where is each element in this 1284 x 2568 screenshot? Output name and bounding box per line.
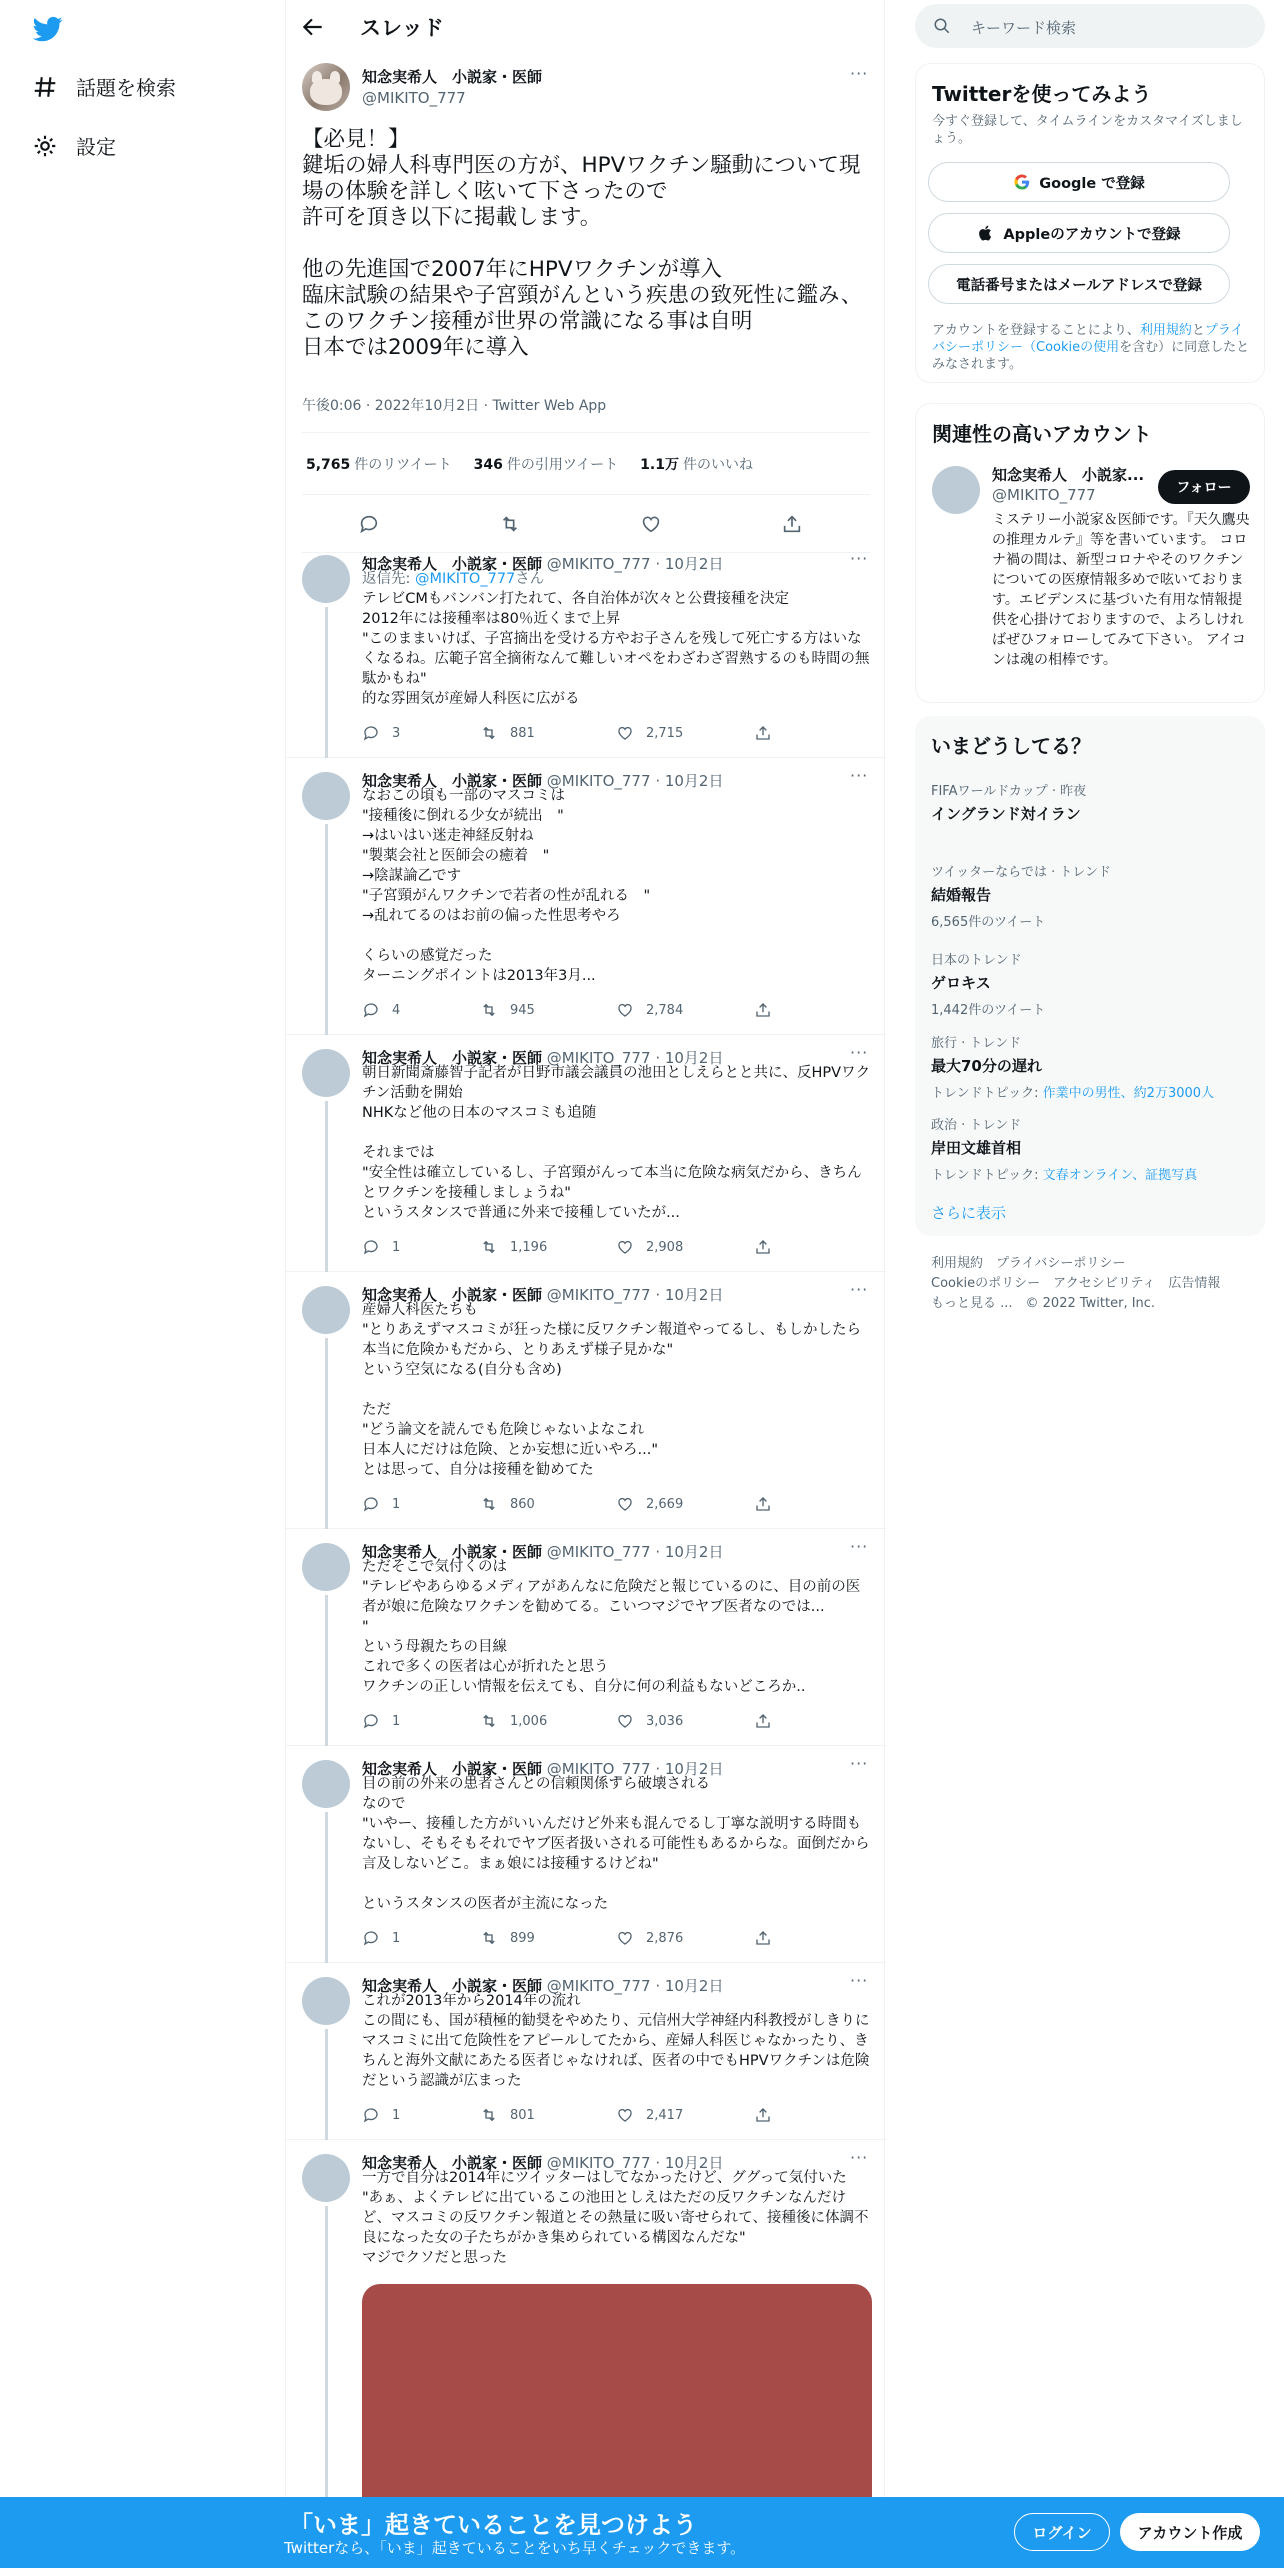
avatar[interactable] (302, 555, 350, 603)
thread-line (325, 607, 328, 758)
retweet-button[interactable]: 1,196 (480, 1238, 547, 1256)
more-options-icon[interactable]: ··· (850, 1971, 869, 1990)
gear-icon (32, 133, 58, 159)
tweet-date[interactable]: · 10月2日 (655, 555, 724, 573)
author-name[interactable]: 知念実希人 小説家・医師 (362, 1760, 543, 1778)
more-options-icon[interactable]: ··· (850, 2148, 869, 2167)
trend-item[interactable]: 旅行 · トレンド 最大70分の遅れ トレンドトピック: 作業中の男性、約2万3000人 (931, 1036, 1215, 1101)
retweet-icon (480, 1712, 498, 1730)
nav-explore-label: 話題を検索 (76, 76, 176, 100)
retweet-icon (480, 1238, 498, 1256)
author-name[interactable]: 知念実希人 小説家・医師 (362, 772, 543, 790)
author-name[interactable]: 知念実希人 小説家・医師 (362, 555, 543, 573)
author-name[interactable]: 知念実希人 小説家・医師 (362, 1543, 543, 1561)
reply-tweet[interactable] (286, 541, 886, 758)
author-handle[interactable]: @MIKITO_777 (546, 1760, 651, 1778)
create-account-button[interactable]: アカウント作成 (1120, 2513, 1260, 2551)
terms-link[interactable]: 利用規約 (1139, 323, 1192, 338)
like-button[interactable]: 2,715 (616, 724, 683, 742)
avatar[interactable] (932, 466, 980, 514)
more-options-icon[interactable]: ··· (850, 1537, 869, 1556)
signup-subtitle: 今すぐ登録して、タイムラインをカスタマイズしましょう。 (932, 114, 1243, 146)
retweet-icon (480, 1001, 498, 1019)
reply-actions (362, 1929, 802, 1949)
privacy-link[interactable]: プライバシーポリシー（Cookieの使用 (932, 323, 1244, 355)
tweet-date[interactable]: · 10月2日 (655, 1286, 724, 1304)
twitter-logo-icon[interactable] (32, 14, 64, 44)
reply-tweet[interactable] (286, 1529, 886, 1746)
avatar[interactable] (302, 1286, 350, 1334)
tweet-date[interactable]: · 10月2日 (655, 1049, 724, 1067)
author-name[interactable]: 知念実希人 小説家・医師 (362, 1286, 543, 1304)
main-column (285, 0, 885, 2568)
like-button[interactable]: 3,036 (616, 1712, 683, 1730)
follow-button[interactable]: フォロー (1158, 470, 1250, 504)
like-button[interactable]: 2,669 (616, 1495, 683, 1513)
more-options-icon[interactable]: ··· (850, 766, 869, 785)
trend-item[interactable]: FIFAワールドカップ · 昨夜 イングランド対イラン (931, 784, 1087, 823)
reply-text: ただそこで気付くのは "テレビやあらゆるメディアがあんなに危険だと報じているのに、目の前の医者が娘に危険なワクチンを勧めてる。こいつマジでヤブ医者なのでは... " という母親たちの目線 これで多くの医者は心が折れたと思う ワクチンの正しい情報を伝えても、自分に何の利益もないどころか.. (362, 1559, 861, 1695)
signup-card (915, 63, 1265, 383)
reply-text: 目の前の外来の患者さんとの信頼関係すら破壊される なので "いやー、接種した方がいいんだけど外来も混んでるし丁寧な説明する時間もないし、そもそもそれでヤブ医者扱いされる可能性もあるからな。面倒だから言及しないどこ。まぁ娘には接種するけどね" というスタンスの医者が主流になった (362, 1776, 870, 1912)
retweet-icon (480, 1495, 498, 1513)
trends-card (915, 716, 1265, 1236)
reply-icon (362, 1929, 380, 1947)
more-options-icon[interactable]: ··· (850, 1280, 869, 1299)
reply-actions (362, 1001, 802, 1021)
reply-tweet[interactable] (286, 758, 886, 1035)
reply-icon (362, 1495, 380, 1513)
page-title: スレッド (360, 16, 444, 40)
related-accounts-card (915, 403, 1265, 703)
like-button[interactable]: 2,876 (616, 1929, 683, 1947)
like-icon (616, 724, 634, 742)
author-handle[interactable]: @MIKITO_777 (546, 555, 651, 573)
share-icon (754, 724, 772, 742)
thread-header (286, 0, 886, 53)
reply-tweet[interactable] (286, 1746, 886, 1963)
related-account-handle[interactable]: @MIKITO_777 (992, 486, 1096, 504)
reply-icon (362, 1238, 380, 1256)
share-button[interactable] (754, 1712, 772, 1730)
tweet-meta[interactable]: 午後0:06 · 2022年10月2日 · Twitter Web App (302, 398, 607, 414)
trend-item[interactable]: 政治 · トレンド 岸田文雄首相 トレンドトピック: 文春オンライン、証拠写真 (931, 1118, 1198, 1183)
retweet-button[interactable]: 881 (480, 724, 535, 742)
more-options-icon[interactable]: ··· (850, 1754, 869, 1773)
author-name[interactable]: 知念実希人 小説家・医師 (362, 1977, 543, 1995)
more-options-icon[interactable]: ··· (850, 549, 869, 568)
search-box[interactable] (915, 4, 1265, 48)
reply-tweet[interactable] (286, 1035, 886, 1272)
reply-icon (362, 2106, 380, 2124)
thread-line (325, 1812, 328, 1963)
signup-title: Twitterを使ってみよう (932, 82, 1152, 106)
share-icon (754, 2106, 772, 2124)
hashtag-icon (32, 74, 58, 100)
thread-line (325, 1595, 328, 1746)
reply-text: 朝日新聞斎藤智子記者が日野市議会議員の池田としえらとと共に、反HPVワクチン活動を開始 NHKなど他の日本のマスコミも追随 それまでは "安全性は確立しているし、子宮頸がんって本当に危険な病気だから、きちんとワクチンを接種しましょうね" というスタンスで普通に外来で接種していたが... (362, 1065, 871, 1221)
reply-to-link[interactable]: @MIKITO_777 (415, 571, 516, 587)
related-title: 関連性の高いアカウント (932, 422, 1152, 446)
reply-tweet[interactable] (286, 1963, 886, 2140)
like-button[interactable]: 2,908 (616, 1238, 683, 1256)
retweet-button[interactable]: 801 (480, 2106, 535, 2124)
reply-text: テレビCMもバンバン打たれて、各自治体が次々と公費接種を決定 2012年には接種率は80％近くまで上昇 "このままいけば、子宮摘出を受ける方やお子さんを残して死亡する方はいなくなるね。広範子宮全摘術なんて難しいオペをわざわざ習熟するのも時間の無駄かもね" 的な雰囲気が産婦人科医に広がる (362, 591, 870, 707)
main-tweet-text: 【必見！】 鍵垢の婦人科専門医の方が、HPVワクチン騒動について現場の体験を詳しく呟いて下さったので 許可を頂き以下に掲載します。 他の先進国で2007年にHPVワクチンが導入 臨床試験の結果や子宮頸がんという疾患の致死性に鑑み、このワクチン接種が世界の常識になる事は自明 日本では2009年に導入 (302, 127, 863, 360)
share-button[interactable] (754, 1929, 772, 1947)
reply-actions (362, 2106, 802, 2126)
search-input[interactable]: キーワード検索 (971, 19, 1077, 37)
reply-actions (362, 724, 802, 744)
share-button[interactable] (754, 724, 772, 742)
reply-button[interactable]: 1 (362, 2106, 400, 2124)
retweet-button[interactable]: 945 (480, 1001, 535, 1019)
share-icon[interactable] (781, 513, 803, 535)
like-button[interactable]: 2,784 (616, 1001, 683, 1019)
like-icon (616, 1001, 634, 1019)
nav-settings[interactable] (32, 131, 116, 160)
reply-icon[interactable] (358, 513, 380, 535)
reply-to-line: 返信先: @MIKITO_777さん (362, 571, 545, 587)
reply-button[interactable]: 1 (362, 1712, 400, 1730)
author-handle[interactable]: @MIKITO_777 (546, 1286, 651, 1304)
retweet-icon[interactable] (499, 513, 521, 535)
reply-button[interactable]: 4 (362, 1001, 400, 1019)
tweet-date[interactable]: · 10月2日 (655, 2154, 724, 2172)
avatar[interactable] (302, 2154, 350, 2202)
author-handle[interactable]: @MIKITO_777 (546, 2154, 651, 2172)
author-handle[interactable]: @MIKITO_777 (546, 1977, 651, 1995)
reply-button[interactable]: 3 (362, 724, 400, 742)
more-options-icon[interactable]: ··· (850, 64, 869, 83)
like-icon (616, 2106, 634, 2124)
reply-text: 一方で自分は2014年にツイッターはしてなかったけど、ググって気付いた "あぁ、よくテレビに出ているこの池田としえはただの反ワクチンなんだけど、マスコミの反ワクチン報道とその熱量に吸い寄せられて、接種後に体調不良になった女の子たちがかき集められている構図なんだな" マジでクソだと思った (362, 2170, 869, 2266)
share-icon (754, 1001, 772, 1019)
trend-item[interactable]: 日本のトレンド ゲロキス 1,442件のツイート (931, 953, 1046, 1018)
reply-icon (362, 1001, 380, 1019)
quote-stat[interactable]: 346 件の引用ツイート (473, 456, 619, 473)
apple-signup-button[interactable]: Appleのアカウントで登録 (928, 213, 1230, 253)
footer-line[interactable]: もっと見る ... © 2022 Twitter, Inc. (931, 1296, 1156, 1311)
share-icon (754, 1929, 772, 1947)
google-icon (1013, 173, 1031, 191)
reply-text: 産婦人科医たちも "とりあえずマスコミが狂った様に反ワクチン報道やってるし、もしかしたら本当に危険かもだから、とりあえず様子見かな" という空気になる(自分も含め) ただ "どう論文を読んでも危険じゃないよなこれ 日本人にだけは危険、とか妄想に近いやろ..." とは思って、自分は接種を勧めてた (362, 1302, 861, 1478)
share-icon (754, 1495, 772, 1513)
reply-actions (362, 1238, 802, 1258)
back-arrow-icon[interactable] (300, 14, 326, 40)
author-name[interactable]: 知念実希人 小説家・医師 (362, 68, 543, 86)
share-icon (754, 1712, 772, 1730)
search-icon (933, 17, 951, 35)
retweet-button[interactable]: 1,006 (480, 1712, 547, 1730)
apple-icon (977, 224, 995, 242)
reply-text: これが2013年から2014年の流れ この間にも、国が積極的勧奨をやめたり、元信州大学神経内科教授がしきりにマスコミに出て危険性をアピールしてたから、産婦人科医じゃなかったり、きちんと海外文献にあたる医者じゃなければ、医者の中でもHPVワクチンは危険だという認識が広まった (362, 1993, 870, 2089)
thread-line (325, 1101, 328, 1272)
left-nav (0, 0, 285, 2568)
bottom-bar-title: 「いま」起きていることを見つけよう (289, 2511, 697, 2539)
show-more-link[interactable]: さらに表示 (931, 1204, 1007, 1222)
avatar[interactable] (302, 772, 350, 820)
reply-button[interactable]: 1 (362, 1929, 400, 1947)
avatar[interactable] (302, 63, 350, 111)
avatar[interactable] (302, 1543, 350, 1591)
terms-text: アカウントを登録することにより、利用規約とプライバシーポリシー（Cookieの使用を含む）に同意したとみなされます。 (932, 323, 1250, 372)
avatar[interactable] (302, 1977, 350, 2025)
thread-line (325, 2029, 328, 2140)
tweet-date[interactable]: · 10月2日 (655, 1977, 724, 1995)
share-button[interactable] (754, 1238, 772, 1256)
author-name[interactable]: 知念実希人 小説家・医師 (362, 2154, 543, 2172)
like-icon (616, 1712, 634, 1730)
footer-line[interactable]: Cookieのポリシー アクセシビリティ 広告情報 (931, 1276, 1221, 1291)
reply-actions (362, 1495, 802, 1515)
reply-text: なおこの頃も一部のマスコミは "接種後に倒れる少女が続出 " →はいはい迷走神経反射ね "製薬会社と医師会の癒着 " →陰謀論乙です "子宮頸がんワクチンで若者の性が乱れる " →乱れてるのはお前の偏った性思考やろ くらいの感覚だった ターニングポイントは2013年3月... (362, 788, 651, 984)
tweet-date[interactable]: · 10月2日 (655, 1543, 724, 1561)
bottom-signup-bar (0, 2497, 1284, 2568)
trends-title: いまどうしてる？ (931, 734, 1091, 758)
reply-actions (362, 1712, 802, 1732)
like-icon (616, 1929, 634, 1947)
author-handle[interactable]: @MIKITO_777 (546, 1049, 651, 1067)
author-name[interactable]: 知念実希人 小説家・医師 (362, 1049, 543, 1067)
like-stat[interactable]: 1.1万 件のいいね (640, 456, 753, 473)
phone-email-signup-button[interactable]: 電話番号またはメールアドレスで登録 (928, 264, 1230, 304)
nav-explore[interactable] (32, 72, 176, 101)
related-account-name[interactable]: 知念実希人 小説家... (992, 466, 1145, 484)
retweet-icon (480, 724, 498, 742)
share-button[interactable] (754, 1001, 772, 1019)
like-button[interactable]: 2,417 (616, 2106, 683, 2124)
retweet-icon (480, 1929, 498, 1947)
more-options-icon[interactable]: ··· (850, 1043, 869, 1062)
author-handle[interactable]: @MIKITO_777 (546, 1543, 651, 1561)
reply-icon (362, 1712, 380, 1730)
reply-button[interactable]: 1 (362, 1495, 400, 1513)
tweet-date[interactable]: · 10月2日 (655, 1760, 724, 1778)
login-button[interactable]: ログイン (1014, 2513, 1110, 2551)
thread-line (325, 824, 328, 1035)
like-icon (616, 1238, 634, 1256)
share-icon (754, 1238, 772, 1256)
retweet-button[interactable]: 860 (480, 1495, 535, 1513)
reply-tweet[interactable] (286, 1272, 886, 1529)
related-account-bio: ミステリー小説家＆医師です。『天久鷹央の推理カルテ』等を書いています。 コロナ禍の間は、新型コロナやそのワクチンについての医療情報多めで呟いております。エビデンスに基づいた有用な情報提供を心掛けておりますので、よろしければぜひフォローしてみて下さい。 アイコンは魂の相棒です。 (992, 512, 1250, 668)
retweet-button[interactable]: 899 (480, 1929, 535, 1947)
author-handle[interactable]: @MIKITO_777 (546, 772, 651, 790)
reply-icon (362, 724, 380, 742)
nav-settings-label: 設定 (76, 135, 116, 159)
retweet-stat[interactable]: 5,765 件のリツイート (306, 456, 452, 473)
retweet-icon (480, 2106, 498, 2124)
google-signup-button[interactable]: Google で登録 (928, 162, 1230, 202)
avatar[interactable] (302, 1760, 350, 1808)
author-handle[interactable]: @MIKITO_777 (362, 89, 466, 107)
avatar[interactable] (302, 1049, 350, 1097)
like-icon[interactable] (640, 513, 662, 535)
share-button[interactable] (754, 2106, 772, 2124)
tweet-stats (302, 432, 870, 495)
bottom-bar-subtitle: Twitterなら、「いま」起きていることをいち早くチェックできます。 (284, 2539, 746, 2557)
reply-button[interactable]: 1 (362, 1238, 400, 1256)
footer-links (931, 1254, 1261, 1314)
footer-line[interactable]: 利用規約 プライバシーポリシー (931, 1256, 1126, 1271)
trend-item[interactable]: ツイッターならでは · トレンド 結婚報告 6,565件のツイート (931, 865, 1112, 930)
share-button[interactable] (754, 1495, 772, 1513)
thread-line (325, 1338, 328, 1529)
tweet-date[interactable]: · 10月2日 (655, 772, 724, 790)
like-icon (616, 1495, 634, 1513)
